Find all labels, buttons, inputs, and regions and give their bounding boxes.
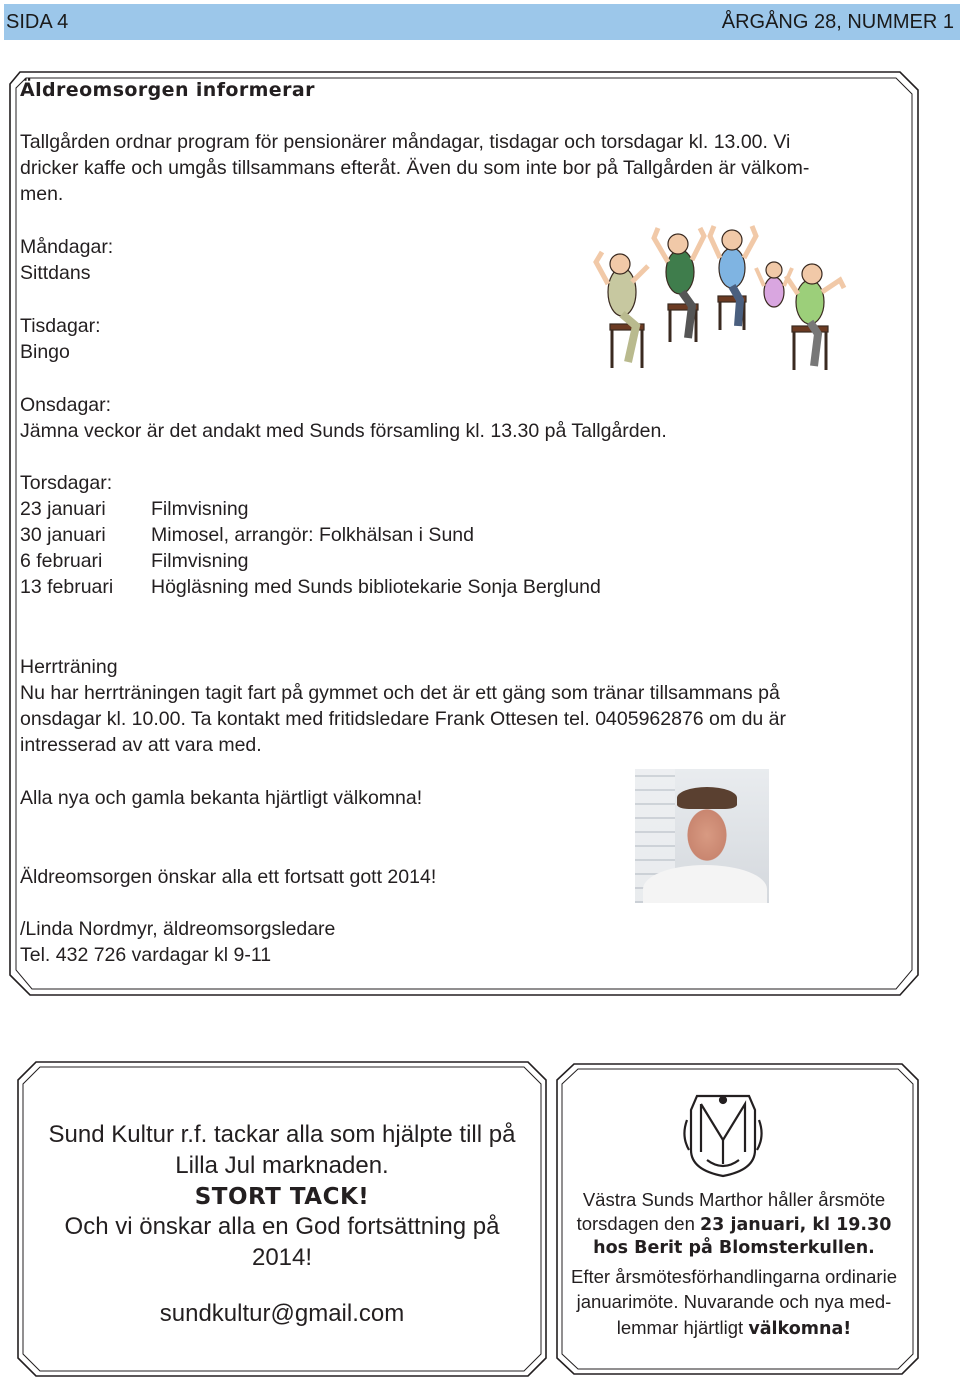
schedule-date: 6 februari (20, 550, 103, 572)
wednesday-label: Onsdagar: (20, 394, 112, 416)
seniors-exercise-clipart (592, 222, 852, 374)
marthor-line-2 (562, 1212, 906, 1238)
kultur-line-4: 2014! (251, 1244, 313, 1271)
schedule-date: 30 januari (20, 524, 106, 546)
phone-text: Tel. 432 726 vardagar kl 9-11 (20, 944, 272, 966)
article-title: Äldreomsorgen informerar (20, 79, 315, 101)
schedule-row (20, 574, 601, 600)
herr-line-1: Nu har herrträningen tagit fart på gymmet och det är ett gäng som tränar tillsammans på (20, 682, 780, 704)
thursday-label: Torsdagar: (20, 472, 113, 494)
tuesday-label: Tisdagar: (20, 315, 101, 337)
schedule-event: Filmvisning (151, 550, 249, 572)
schedule-row (20, 496, 249, 522)
schedule-event: Högläsning med Sunds bibliotekarie Sonja Berglund (151, 576, 601, 598)
monday-label: Måndagar: (20, 236, 114, 258)
marthor-line-6 (562, 1316, 906, 1342)
kultur-line-2: Lilla Jul marknaden. (175, 1152, 389, 1179)
kultur-line-3: Och vi önskar alla en God fortsättning på (64, 1213, 500, 1240)
page-number: SIDA 4 (6, 10, 69, 33)
marthor-line-1: Västra Sunds Marthor håller årsmöte (582, 1189, 886, 1210)
herr-title: Herrträning (20, 656, 118, 678)
schedule-row (20, 548, 249, 574)
intro-line-1: Tallgården ordnar program för pensionärer måndagar, tisdagar och torsdagar kl. 13.00. Vi (20, 131, 791, 153)
kultur-email: sundkultur@gmail.com (159, 1300, 405, 1327)
intro-line-2: dricker kaffe och umgås tillsammans efteråt. Även du som inte bor på Tallgården är välkom- (20, 157, 810, 179)
kultur-line-1: Sund Kultur r.f. tackar alla som hjälpte till på (48, 1121, 516, 1148)
schedule-event: Mimosel, arrangör: Folkhälsan i Sund (151, 524, 474, 546)
kultur-thanks: STORT TACK! (194, 1184, 370, 1210)
marthor-line-5: januarimöte. Nuvarande och nya med- (576, 1291, 892, 1312)
issue-number: ÅRGÅNG 28, NUMMER 1 (721, 10, 954, 33)
marthor-logo (677, 1090, 769, 1182)
wish-text: Äldreomsorgen önskar alla ett fortsatt gott 2014! (20, 866, 437, 888)
welcome-bold: välkomna! (748, 1319, 852, 1339)
welcome-text: Alla nya och gamla bekanta hjärtligt välkomna! (20, 787, 423, 809)
marthor-line-2-text: torsdagen den (576, 1213, 700, 1234)
schedule-date: 13 februari (20, 576, 114, 598)
herr-line-2: onsdagar kl. 10.00. Ta kontakt med fritidsledare Frank Ottesen tel. 0405962876 om du är (20, 708, 787, 730)
monday-activity: Sittdans (20, 262, 91, 284)
signature: /Linda Nordmyr, äldreomsorgsledare (20, 918, 336, 940)
schedule-date: 23 januari (20, 498, 106, 520)
wednesday-activity: Jämna veckor är det andakt med Sunds församling kl. 13.30 på Tallgården. (20, 420, 667, 442)
meeting-datetime: 23 januari, kl 19.30 (700, 1215, 892, 1235)
meeting-location: hos Berit på Blomsterkullen. (593, 1238, 875, 1258)
marthor-line-4: Efter årsmötesförhandlingarna ordinarie (571, 1266, 897, 1287)
tuesday-activity: Bingo (20, 341, 70, 363)
intro-line-3: men. (20, 183, 64, 205)
marthor-line-6-text: lemmar hjärtligt (616, 1317, 749, 1338)
page-header (4, 4, 960, 40)
herr-line-3: intresserad av att vara med. (20, 734, 262, 756)
schedule-row (20, 522, 474, 548)
portrait-photo (635, 769, 769, 903)
schedule-event: Filmvisning (151, 498, 249, 520)
